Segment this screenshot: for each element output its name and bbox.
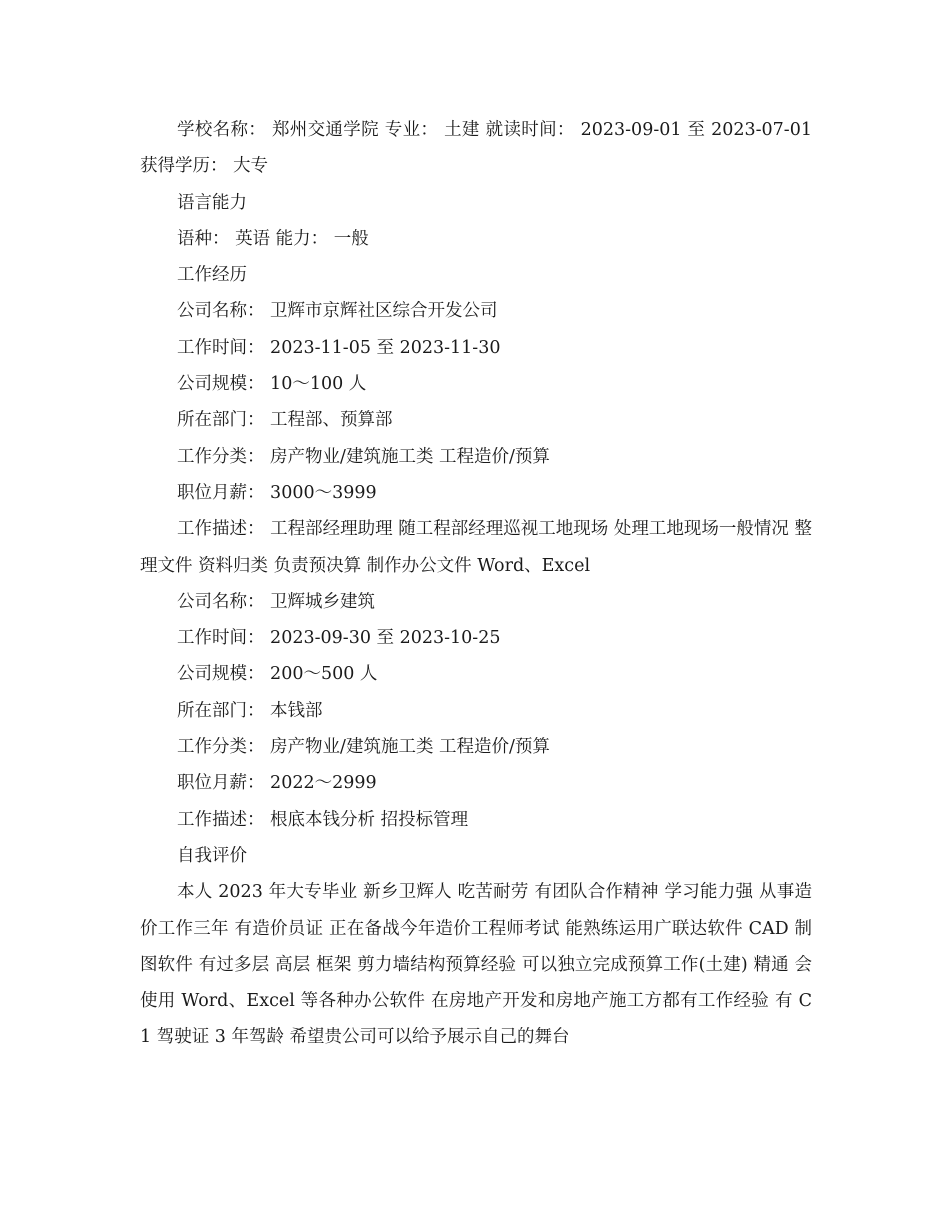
job-salary: 职位月薪： 2022～2999 (177, 773, 377, 794)
job-company: 公司名称： 卫辉城乡建筑 (177, 591, 376, 612)
job-salary: 职位月薪： 3000～3999 (177, 482, 377, 503)
self-evaluation-text: 本人 2023 年大专毕业 新乡卫辉人 吃苦耐劳 有团队合作精神 学习能力强 从事造价工作三年 有造价员证 正在备战今年造价工程师考试 能熟练运用广联达软件 CAD 制图软件 有过多层 高层 框架 剪力墙结构预算经验 可以独立完成预算工作(土建) 精通 会使用 Word、Excel 等各种办公软件 在房地产开发和房地产施工方都有工作经验 有 C1 驾驶证 3 年驾龄 希望贵公司可以给予展示自己的舞台 (140, 882, 812, 1048)
job-entry-1 (140, 293, 812, 583)
job-department: 所在部门： 工程部、预算部 (177, 410, 393, 431)
resume-page (140, 112, 812, 1048)
job-scale: 公司规模： 10～100 人 (177, 374, 367, 395)
job-time: 工作时间： 2023-09-30 至 2023-10-25 (177, 628, 501, 649)
job-category: 工作分类： 房产物业/建筑施工类 工程造价/预算 (177, 737, 550, 758)
self-evaluation-heading: 自我评价 (177, 845, 247, 866)
work-heading: 工作经历 (177, 265, 247, 286)
job-description: 工作描述： 工程部经理助理 随工程部经理巡视工地现场 处理工地现场一般情况 整理文件 资料归类 负责预决算 制作办公文件 Word、Excel (140, 519, 812, 576)
job-company: 公司名称： 卫辉市京辉社区综合开发公司 (177, 301, 498, 322)
job-scale: 公司规模： 200～500 人 (177, 664, 378, 685)
job-category: 工作分类： 房产物业/建筑施工类 工程造价/预算 (177, 446, 550, 467)
job-department: 所在部门： 本钱部 (177, 700, 323, 721)
language-heading: 语言能力 (177, 192, 247, 213)
job-entry-2 (140, 584, 812, 838)
language-detail: 语种： 英语 能力： 一般 (177, 228, 369, 249)
job-time: 工作时间： 2023-11-05 至 2023-11-30 (177, 337, 501, 358)
education-info: 学校名称： 郑州交通学院 专业： 土建 就读时间： 2023-09-01 至 2023-07-01 获得学历： 大专 (140, 120, 812, 177)
job-description: 工作描述： 根底本钱分析 招投标管理 (177, 809, 469, 830)
